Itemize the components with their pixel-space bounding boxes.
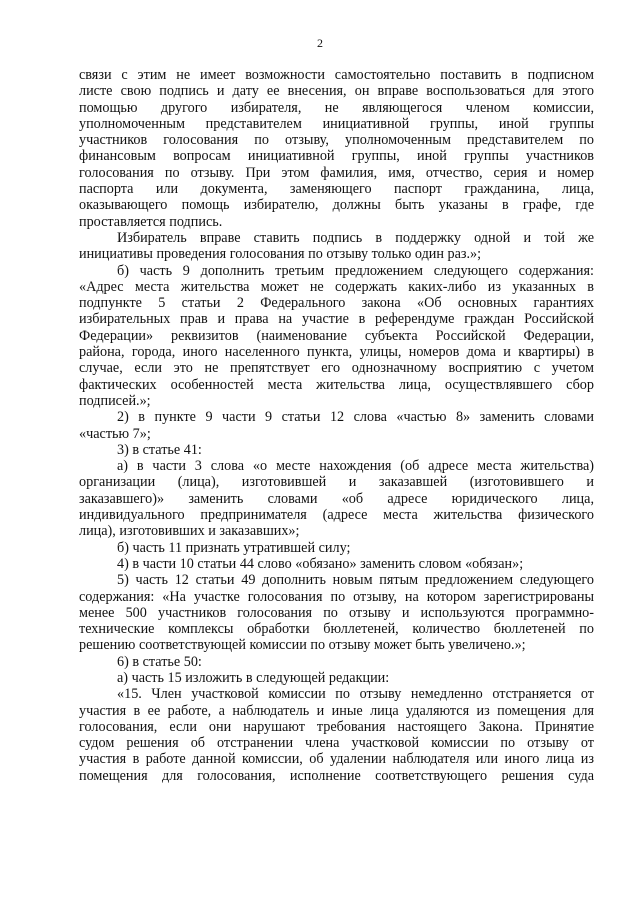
text-line: судом решения об отстранении члена участковой комиссии по отзыву от bbox=[79, 735, 594, 752]
text-line: помещения для голосования, исполнение соответствующего решения суда bbox=[79, 767, 594, 784]
text-line: лица), изготовивших и заказавших»; bbox=[79, 523, 300, 540]
text-line: решению соответствующей комиссии по отзыву может быть увеличено.»; bbox=[79, 637, 526, 654]
text-line: организации (лица), изготовившей и заказавшей (изготовившего и bbox=[79, 474, 594, 491]
text-line: 3) в статье 41: bbox=[117, 441, 202, 458]
text-line: индивидуального предпринимателя (адресе места жительства физического bbox=[79, 507, 594, 524]
text-line: а) часть 15 изложить в следующей редакции: bbox=[117, 669, 390, 686]
text-line: голосования по отзыву. При этом фамилия, имя, отчество, серия и номер bbox=[79, 164, 594, 181]
text-line: избирательных прав и права на участие в референдуме граждан Российской bbox=[79, 311, 594, 328]
page-number: 2 bbox=[317, 36, 323, 50]
text-line: паспорта или документа, заменяющего паспорт гражданина, лица, bbox=[79, 181, 594, 198]
text-line: «Адрес места жительства может не содержать каких-либо из указанных в bbox=[79, 278, 594, 295]
text-line: 2) в пункте 9 части 9 статьи 12 слова «частью 8» заменить словами bbox=[117, 409, 594, 426]
text-line: технические комплексы обработки бюллетеней, количество бюллетеней по bbox=[79, 621, 594, 638]
text-line: подпункте 5 статьи 2 Федерального закона «Об основных гарантиях bbox=[79, 295, 594, 312]
text-line: случае, если это не препятствует его однозначному восприятию с учетом bbox=[79, 360, 594, 377]
text-line: содержания: «На участке голосования по отзыву, на котором зарегистрированы bbox=[79, 588, 594, 605]
text-line: 5) часть 12 статьи 49 дополнить новым пятым предложением следующего bbox=[117, 572, 594, 589]
text-line: листе свою подпись и дату ее внесения, он вправе воспользоваться для этого bbox=[79, 83, 594, 100]
text-line: «частью 7»; bbox=[79, 425, 151, 442]
text-line: менее 500 участников голосования по отзыву и используются программно- bbox=[79, 604, 594, 621]
text-line: а) в части 3 слова «о месте нахождения (об адресе места жительства) bbox=[117, 458, 594, 475]
text-line: заказавшего)» заменить словами «об адресе юридического лица, bbox=[79, 490, 594, 507]
text-line: уполномоченным представителем инициативной группы, иной группы bbox=[79, 115, 594, 132]
text-line: помощью другого избирателя, не являющегося членом комиссии, bbox=[79, 99, 594, 116]
text-line: Федерации» реквизитов (наименование субъекта Российской Федерации, bbox=[79, 327, 594, 344]
text-line: подписей.»; bbox=[79, 392, 151, 409]
text-line: финансовым вопросам инициативной группы, иной группы участников bbox=[79, 148, 594, 165]
text-line: 4) в части 10 статьи 44 слово «обязано» заменить словом «обязан»; bbox=[117, 555, 524, 572]
text-line: проставляется подпись. bbox=[79, 213, 223, 230]
text-line: «15. Член участковой комиссии по отзыву немедленно отстраняется от bbox=[117, 686, 594, 703]
text-line: фактических особенностей места жительства лица, осуществлявшего сбор bbox=[79, 376, 594, 393]
text-line: Избиратель вправе ставить подпись в поддержку одной и той же bbox=[117, 229, 594, 246]
text-line: участия в работе данной комиссии, об удалении наблюдателя или иного лица из bbox=[79, 751, 594, 768]
text-line: связи с этим не имеет возможности самостоятельно поставить в подписном bbox=[79, 67, 594, 83]
text-line: 6) в статье 50: bbox=[117, 653, 202, 670]
text-line: голосования, если они нарушают требования настоящего Закона. Принятие bbox=[79, 718, 594, 735]
text-line: оказывающего помощь избирателю, должны быть указаны в графе, где bbox=[79, 197, 594, 214]
document-body bbox=[79, 67, 594, 784]
text-line: б) часть 11 признать утратившей силу; bbox=[117, 539, 351, 556]
text-line: участников голосования по отзыву, уполномоченным представителем по bbox=[79, 132, 594, 149]
text-line: района, города, иного населенного пункта, улицы, номеров дома и квартиры) в bbox=[79, 344, 594, 361]
text-line: б) часть 9 дополнить третьим предложением следующего содержания: bbox=[117, 262, 594, 279]
text-line: участия в ее работе, а наблюдатель и иные лица удаляются из помещения для bbox=[79, 702, 594, 719]
text-line: инициативы проведения голосования по отзыву только один раз.»; bbox=[79, 246, 482, 263]
